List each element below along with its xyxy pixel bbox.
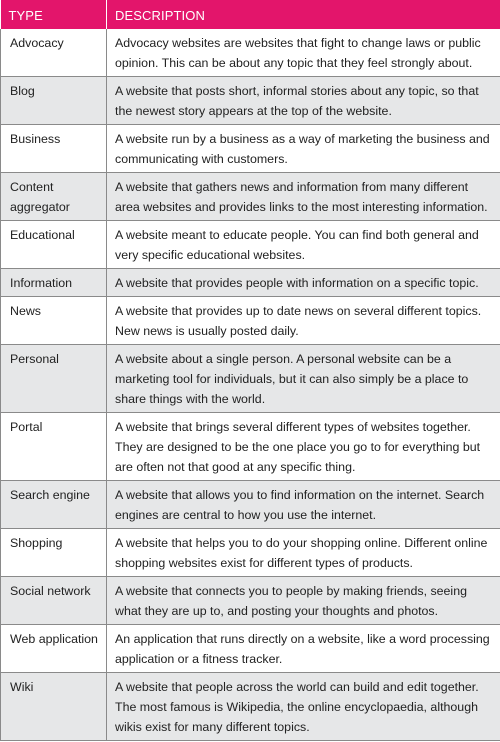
description-cell: A website that allows you to find information on the internet. Search engines are central to how you use the internet. [107,481,500,529]
table-row [1,173,500,221]
header-row [1,0,500,29]
table-row [1,673,500,741]
header-description: DESCRIPTION [107,0,500,29]
table-row [1,529,500,577]
table-row [1,345,500,413]
description-cell: A website that provides people with information on a specific topic. [107,269,500,297]
description-cell: An application that runs directly on a website, like a word processing application or a fitness tracker. [107,625,500,673]
table-row [1,77,500,125]
description-cell: A website that connects you to people by making friends, seeing what they are up to, and posting your thoughts and photos. [107,577,500,625]
type-cell: Shopping [1,529,107,577]
type-cell: Information [1,269,107,297]
type-cell: Portal [1,413,107,481]
type-cell: Search engine [1,481,107,529]
description-cell: A website that people across the world can build and edit together. The most famous is Wikipedia, the online encyclopaedia, although wikis exist for many different topics. [107,673,500,741]
table-row [1,297,500,345]
description-cell: A website meant to educate people. You can find both general and very specific educational websites. [107,221,500,269]
type-cell: Advocacy [1,29,107,77]
table-row [1,577,500,625]
type-cell: Personal [1,345,107,413]
description-cell: Advocacy websites are websites that fight to change laws or public opinion. This can be about any topic that they feel strongly about. [107,29,500,77]
table-body [1,29,500,741]
description-cell: A website that gathers news and information from many different area websites and provides links to the most interesting information. [107,173,500,221]
description-cell: A website that helps you to do your shopping online. Different online shopping websites exist for different types of products. [107,529,500,577]
header-type: TYPE [1,0,107,29]
type-cell: Wiki [1,673,107,741]
table-header [1,0,500,29]
type-cell: Business [1,125,107,173]
type-cell: News [1,297,107,345]
table-row [1,481,500,529]
type-cell: Educational [1,221,107,269]
table-row [1,269,500,297]
table-row [1,125,500,173]
type-cell: Social network [1,577,107,625]
type-cell: Content aggregator [1,173,107,221]
type-cell: Web application [1,625,107,673]
description-cell: A website that provides up to date news on several different topics. New news is usually posted daily. [107,297,500,345]
table-row [1,625,500,673]
description-cell: A website run by a business as a way of marketing the business and communicating with customers. [107,125,500,173]
description-cell: A website about a single person. A personal website can be a marketing tool for individuals, but it can also simply be a place to share things with the world. [107,345,500,413]
table-row [1,413,500,481]
table-row [1,221,500,269]
type-cell: Blog [1,77,107,125]
description-cell: A website that posts short, informal stories about any topic, so that the newest story appears at the top of the website. [107,77,500,125]
table-row [1,29,500,77]
description-cell: A website that brings several different types of websites together. They are designed to be the one place you go to for everything but are often not that good at any specific thing. [107,413,500,481]
